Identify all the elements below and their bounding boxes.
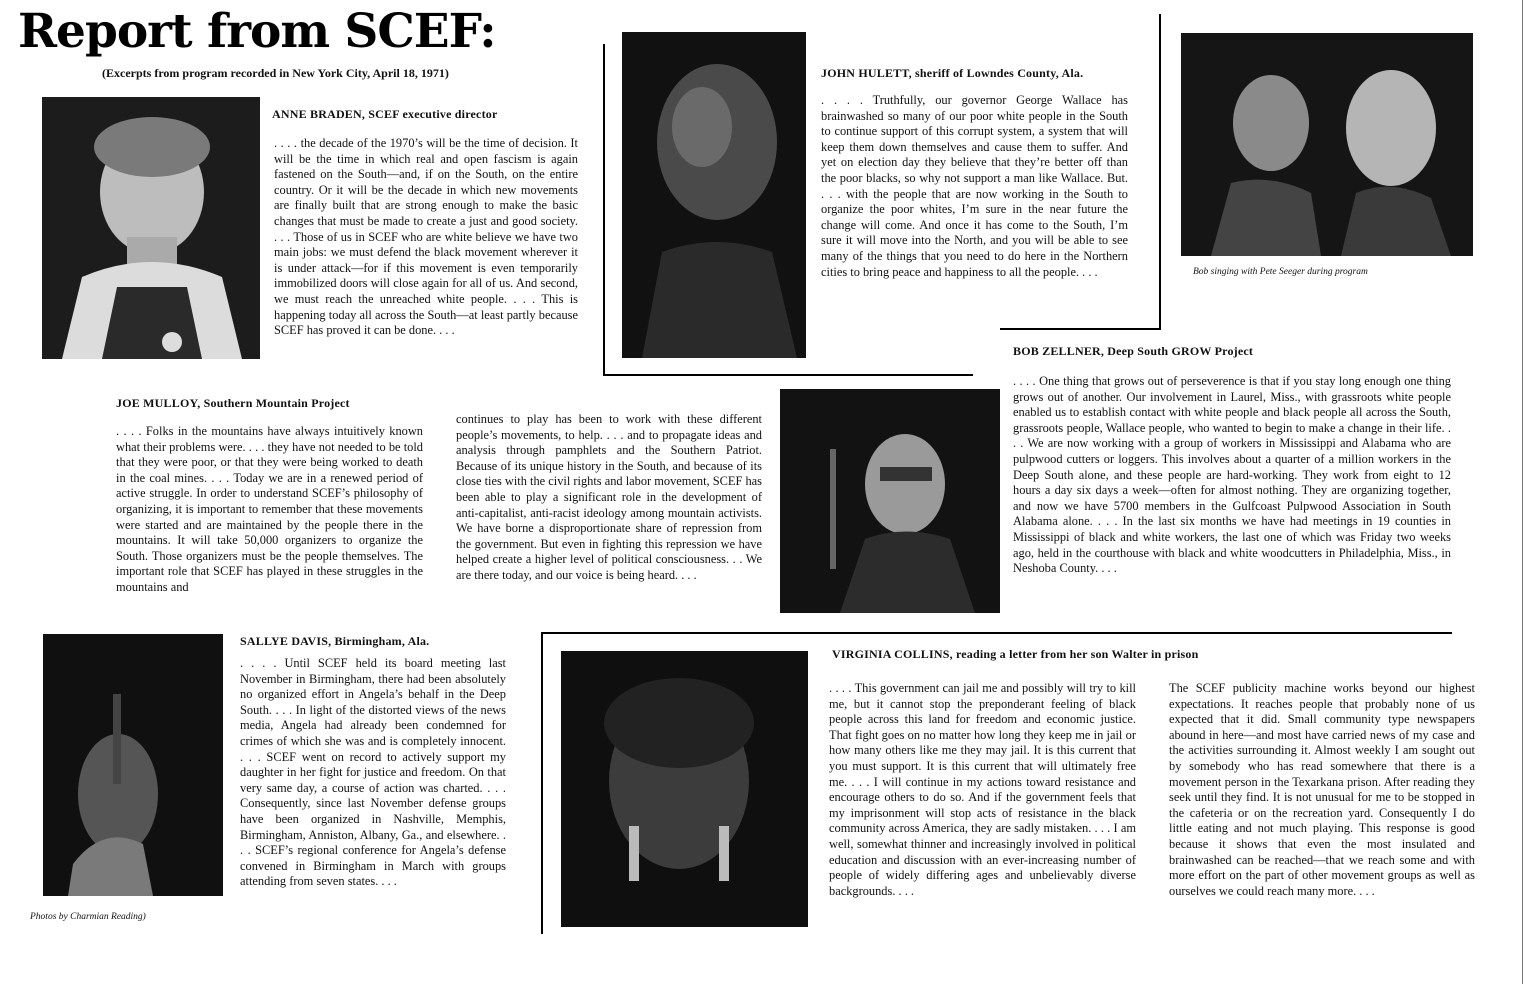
braden-heading: ANNE BRADEN, SCEF executive director bbox=[272, 107, 498, 121]
john-hulett-photo bbox=[622, 32, 806, 358]
seeger-caption: Bob singing with Pete Seeger during program bbox=[1193, 267, 1368, 277]
sallye-davis-photo bbox=[43, 634, 223, 896]
column-rule-left bbox=[603, 44, 605, 376]
davis-heading: SALLYE DAVIS, Birmingham, Ala. bbox=[240, 634, 430, 648]
mulloy-heading: JOE MULLOY, Southern Mountain Project bbox=[116, 396, 350, 410]
collins-box-rule-top bbox=[541, 632, 1452, 634]
zellner-text: . . . . One thing that grows out of perseverence is that if you stay long enough one thing grows out of another. Our involvement in Laurel, Miss., with grassroots white people enabled us to establish contact with white people and black people all across the South, grassroots people, Wallace people, who wanted to begin to make a change in their life. . . . We are now working with a group of workers in Mississippi and Alabama who are pulpwood cutters or loggers. This involves about a quarter of a million workers in the Deep South alone, and these people are hard-working. They work from eight to 12 hours a day six days a week—often for almost nothing. They are organizing together, and now we have 5700 members in the Gulfcoast Pulpwood Association in South Alabama alone. . . . In the last six months we have had meetings in 19 counties in Mississippi of black and white workers, the last one of which was Friday two weeks ago, held in the courthouse with black and white woodcutters in Philadelphia, Miss., in Neshoba County. . . . bbox=[1013, 374, 1451, 576]
zellner-heading: BOB ZELLNER, Deep South GROW Project bbox=[1013, 344, 1254, 358]
anne-braden-photo bbox=[42, 97, 260, 359]
collins-text-col2: The SCEF publicity machine works beyond our highest expectations. It reaches people that probably none of us expected that it did. Small community type newspapers abound in here—and most have carried news of my case and the activities surrounding it. Almost weekly I am sought out by somebody who has read somewhere that there is a movement person in the Texarkana prison. After reading they seek until they find. It is not unusual for me to be stopped in the cafeteria or on the recreation yard. Consequently I do little eating and not much playing. This response is good because it shows that even the most insulated and brainwashed can be reached—that we reach some and with more effort on the part of other movement groups as well as ourselves we could reach many more. . . . bbox=[1169, 681, 1475, 898]
hulett-heading: JOHN HULETT, sheriff of Lowndes County, Ala. bbox=[821, 66, 1084, 80]
braden-text: . . . . the decade of the 1970’s will be the time of decision. It will be the time in which real and open fascism is again fastened on the South—and, if on the South, on the entire country. Or it will be the decade in which new movements are finally built that are strong enough to make the basic changes that must be made to create a just and good society. . . . Those of us in SCEF who are white believe we have two main jobs: we must defend the black movement wherever it is under attack—for if this movement is even temporarily immobilized doors will close again for all of us. And second, we must reach the unreached white people. . . . This is happening today all across the South—at least partly because SCEF has proved it can be done. . . . bbox=[274, 136, 578, 338]
mulloy-text-col2: continues to play has been to work with these different people’s movements, to help. . . . and to propagate ideas and analysis through pamphlets and the Southern Patriot. Because of its unique history in the South, and because of its close ties with the civil rights and labor movement, SCEF has been able to play a significant role in the development of anti-capitalist, anti-racist ideology among mountain activists. We have borne a disproportionate share of repression from the government. But even in fighting this repression we have helped create a higher level of political consciousness. . . We are there today, and our voice is being heard. . . . bbox=[456, 412, 762, 582]
virginia-collins-photo bbox=[561, 651, 808, 927]
hulett-text: . . . . Truthfully, our governor George Wallace has brainwashed so many of our poor white people in the South to continue support of this corrupt system, a system that will keep them down themselves and cause them to suffer. And yet on election day they believe that they’re better off than the poor blacks, so why not support a man like Wallace. But. . . . with the people that are now working in the South to organize the poor whites, I’m sure in the near future the change will come. And once it has come to the South, I’m sure it will move into the North, and you will be able to see many of the things that you need to do here in the Northern cities to bring peace and happiness to all the people. . . . bbox=[821, 93, 1128, 279]
page-title: Report from SCEF: bbox=[18, 4, 496, 59]
edge-rule bbox=[1522, 0, 1523, 984]
section-rule-right bbox=[1000, 328, 1160, 330]
collins-box-rule-left bbox=[541, 632, 543, 934]
page-subtitle: (Excerpts from program recorded in New York City, April 18, 1971) bbox=[102, 66, 449, 80]
photo-credit: Photos by Charmian Reading) bbox=[30, 912, 146, 922]
column-rule-right bbox=[1159, 14, 1161, 330]
davis-text: . . . . Until SCEF held its board meeting last November in Birmingham, there had been absolutely no organized effort in Angela’s behalf in the Deep South. . . . In light of the distorted views of the news media, Angela had already been condemned for crimes of which she was and is completely innocent. . . . SCEF went on record to actively support my daughter in her fight for justice and freedom. On that very same day, a course of action was charted. . . . Consequently, since last November defense groups have been organized in Nashville, Memphis, Birmingham, Anniston, Albany, Ga., and elsewhere. . . . SCEF’s regional conference for Angela’s defense convened in Birmingham in March with groups attending from seven states. . . . bbox=[240, 656, 506, 889]
section-rule-middle bbox=[603, 374, 973, 376]
bob-zellner-photo bbox=[780, 389, 1000, 613]
collins-text-col1: . . . . This government can jail me and possibly will try to kill me, but it cannot stop the preponderant feeling of black people across this land for freedom and economic justice. That fight goes on no matter how long they keep me in jail or how many others like me they may jail. It is this current that you must support. It is this current that will ultimately free me. . . . I will continue in my actions toward resistance and encourage others to do so. And if the government feels that my imprisonment will stop acts of resistance in the black community across America, they are sadly mistaken. . . . I am well, somewhat thinner and increasingly involved in political education and discussion with an ever-increasing number of people of widely differing ages and unbelievably diverse backgrounds. . . . bbox=[829, 681, 1136, 898]
collins-heading: VIRGINIA COLLINS, reading a letter from her son Walter in prison bbox=[832, 647, 1199, 661]
mulloy-text-col1: . . . . Folks in the mountains have always intuitively known what their problems were. . . . they have not needed to be told that they were poor, or that they were being worked to death in the coal mines. . . . Today we are in a renewed period of active struggle. In order to understand SCEF’s philosophy of organizing, it is important to remember that these movements were started and are maintained by the people there in the mountains. It will take 50,000 organizers to organize the South. Those organizers must be the people themselves. The important role that SCEF has played in these struggles in the mountains and bbox=[116, 424, 423, 594]
seeger-photo bbox=[1181, 33, 1473, 256]
